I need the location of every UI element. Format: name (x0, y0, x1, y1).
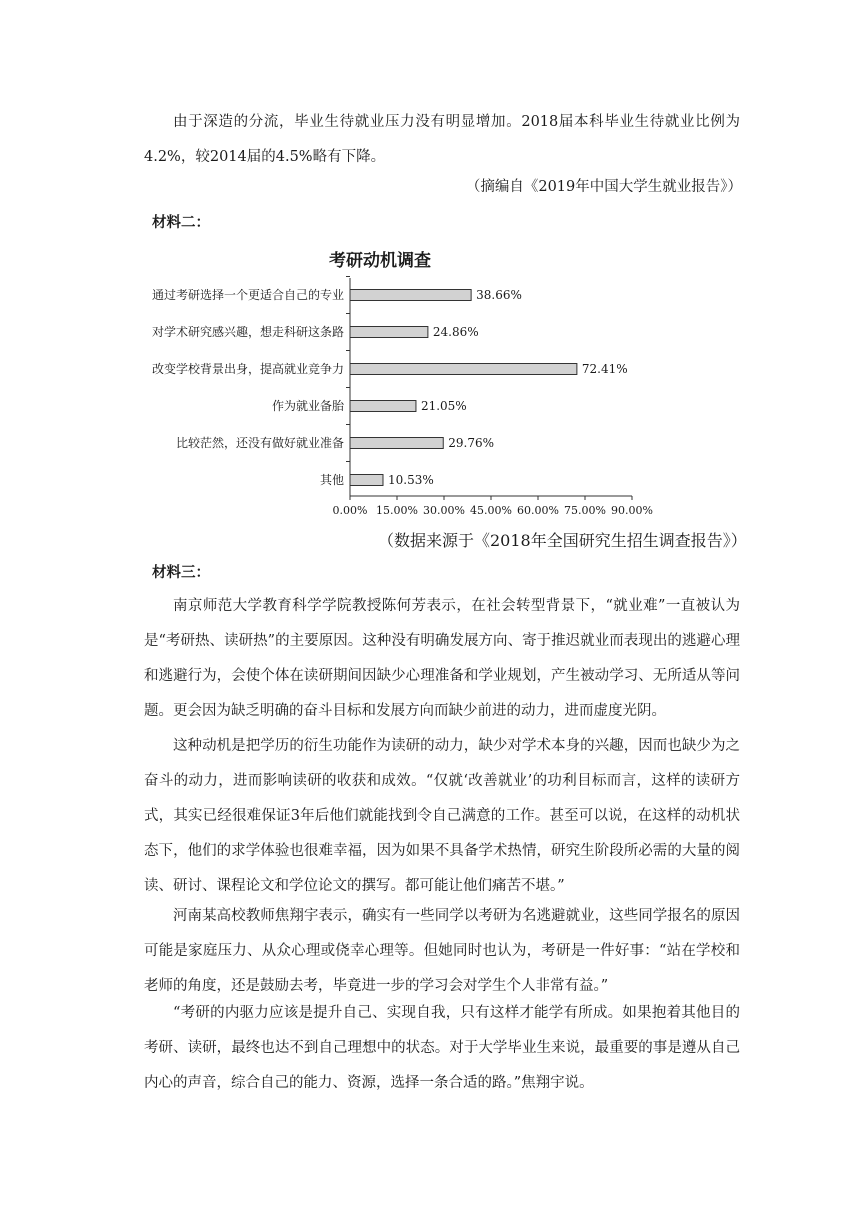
chart-category-label: 比较茫然，还没有做好就业准备 (175, 436, 344, 450)
chart-bar (350, 401, 416, 412)
chart-value-label: 10.53% (387, 473, 434, 487)
chart-category-label: 作为就业备胎 (271, 399, 344, 413)
chart-bar (350, 364, 577, 375)
chart-bar (350, 475, 383, 486)
chart-source: （数据来源于《2018年全国研究生招生调查报告》） (378, 531, 747, 550)
chart-x-tick-label: 30.00% (423, 504, 465, 517)
chart-value-label: 24.86% (432, 325, 479, 339)
chart-value-label: 38.66% (476, 288, 522, 302)
chart-category-label: 对学术研究感兴趣，想走科研这条路 (151, 325, 344, 339)
chart-x-tick-label: 75.00% (564, 504, 606, 517)
chart-value-label: 29.76% (448, 436, 495, 450)
chart-bar (350, 290, 471, 301)
chart-title: 考研动机调查 (329, 251, 431, 271)
chart-x-tick-label: 45.00% (470, 504, 512, 517)
paragraph-motivation: 这种动机是把学历的衍生功能作为读研的动力，缺少对学术本身的兴趣，因而也缺少为之奋斗的动力，进而影响读研的收获和成效。“仅就‘改善就业’的功利目标而言，这样的读研方式，其实已经很难保证3年后他们就能找到令自己满意的工作。甚至可以说，在这样的动机状态下，他们的求学体验也很难幸福，因为如果不具备学术热情，研究生阶段所必需的大量的阅读、研讨、课程论文和学位论文的撰写。都可能让他们痛苦不堪。” (144, 738, 740, 894)
paragraph-employment-ratio: 由于深造的分流，毕业生待就业压力没有明显增加。2018届本科毕业生待就业比例为4.2%，较2014届的4.5%略有下降。 (144, 114, 740, 165)
chart-category-label: 改变学校背景出身，提高就业竞争力 (151, 362, 344, 376)
chart-x-tick-label: 60.00% (517, 504, 559, 517)
chart-bar (350, 327, 428, 338)
chart-category-label: 通过考研选择一个更适合自己的专业 (151, 288, 344, 302)
source-citation: （摘编自《2019年中国大学生就业报告》） (465, 179, 742, 195)
paragraph-chen: 南京师范大学教育科学学院教授陈何芳表示，在社会转型背景下，“就业难”一直被认为是“考研热、读研热”的主要原因。这种没有明确发展方向、寄于推迟就业而表现出的逃避心理和逃避行为，会使个体在读研期间因缺少心理准备和学业规划，产生被动学习、无所适从等问题。更会因为缺乏明确的奋斗目标和发展方向而缺少前进的动力，进而虚度光阴。 (144, 598, 740, 719)
paragraph-jiao: 河南某高校教师焦翔宇表示，确实有一些同学以考研为名逃避就业，这些同学报名的原因可能是家庭压力、从众心理或侥幸心理等。但她同时也认为，考研是一件好事：“站在学校和老师的角度，还是鼓励去考，毕竟进一步的学习会对学生个人非常有益。” (144, 908, 740, 994)
chart-value-label: 72.41% (581, 362, 628, 376)
chart-x-tick-label: 15.00% (376, 504, 418, 517)
motivation-chart (120, 238, 760, 556)
material-three-heading: 材料三： (152, 565, 210, 581)
chart-plot (120, 238, 760, 556)
chart-bar (350, 438, 443, 449)
chart-category-label: 其他 (319, 473, 344, 487)
material-two-heading: 材料二： (152, 215, 210, 231)
chart-x-tick-label: 90.00% (611, 504, 653, 517)
chart-x-tick-label: 0.00% (332, 504, 368, 517)
paragraph-quote: “考研的内驱力应该是提升自己、实现自我，只有这样才能学有所成。如果抱着其他目的考研、读研，最终也达不到自己理想中的状态。对于大学毕业生来说，最重要的事是遵从自己内心的声音，综合自己的能力、资源，选择一条合适的路。”焦翔宇说。 (144, 1005, 740, 1091)
chart-value-label: 21.05% (420, 399, 467, 413)
